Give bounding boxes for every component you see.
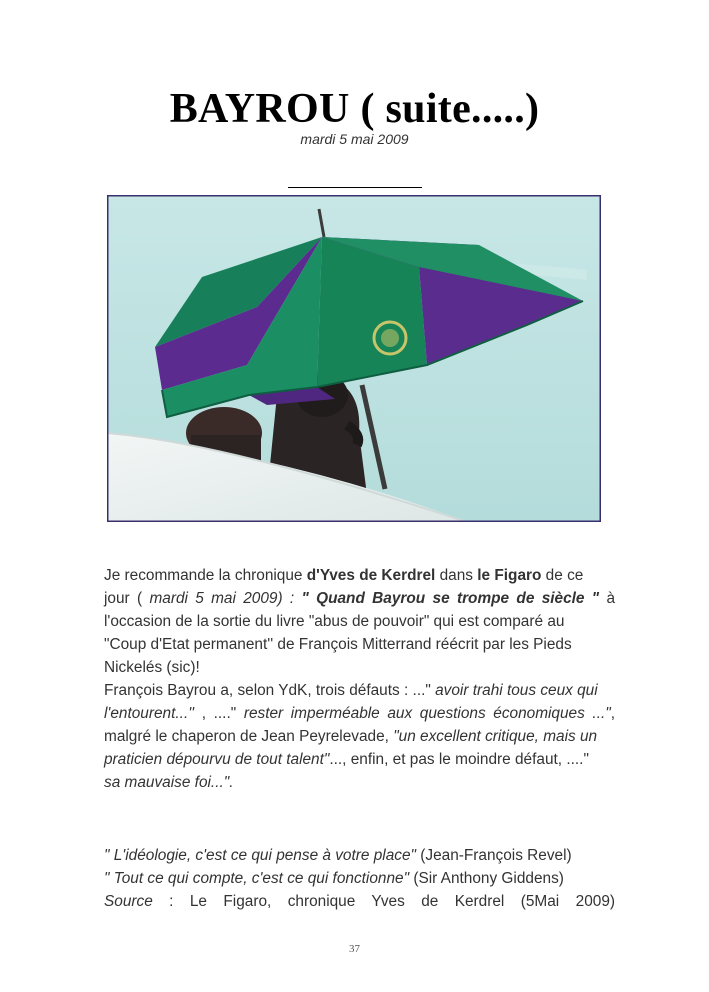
quote: " L'idéologie, c'est ce qui pense à votre place" bbox=[104, 847, 416, 864]
text: Je recommande la chronique bbox=[104, 567, 307, 584]
line bbox=[104, 725, 615, 748]
author-name: d'Yves de Kerdrel bbox=[306, 567, 436, 584]
date-ref: mardi 5 mai 2009) : bbox=[149, 590, 302, 607]
line: l'occasion de la sortie du livre "abus de pouvoir" qui est comparé au bbox=[104, 613, 565, 630]
line bbox=[104, 587, 615, 610]
quote: avoir trahi tous ceux qui bbox=[435, 682, 598, 699]
line bbox=[104, 702, 615, 725]
text: François Bayrou a, selon YdK, trois défauts : ..." bbox=[104, 682, 436, 699]
umbrella-photo bbox=[107, 195, 601, 522]
quotes-block bbox=[104, 844, 615, 913]
text: dans bbox=[435, 567, 478, 584]
page-number: 37 bbox=[349, 943, 360, 955]
text: malgré le chaperon de Jean Peyrelevade, bbox=[104, 728, 394, 745]
line: "Coup d'Etat permanent'' de François Mitterrand réécrit par les Pieds bbox=[104, 636, 572, 653]
line bbox=[104, 679, 615, 702]
chronicle-title: " Quand Bayrou se trompe de siècle " bbox=[301, 590, 600, 607]
article-paragraph-1 bbox=[104, 564, 615, 679]
line: Nickelés (sic)! bbox=[104, 659, 200, 676]
quote: " Tout ce qui compte, c'est ce qui fonctionne" bbox=[104, 870, 410, 887]
quote: l'entourent...'' bbox=[104, 705, 195, 722]
text: de ce bbox=[541, 567, 584, 584]
text: à bbox=[606, 590, 615, 607]
line bbox=[104, 748, 615, 771]
quote-line bbox=[104, 844, 615, 867]
quote-author: (Sir Anthony Giddens) bbox=[409, 870, 564, 887]
quote: sa mauvaise foi...". bbox=[104, 774, 234, 791]
article-paragraph-2 bbox=[104, 679, 615, 794]
quote-author: (Jean-François Revel) bbox=[415, 847, 572, 864]
source-text: : Le Figaro, chronique Yves de Kerdrel (5Mai 2009) bbox=[152, 893, 615, 910]
quote: "un excellent critique, mais un bbox=[393, 728, 598, 745]
newspaper-name: le Figaro bbox=[477, 567, 542, 584]
text: , ...." bbox=[201, 705, 244, 722]
text: jour ( bbox=[104, 590, 143, 607]
quote: praticien dépourvu de tout talent" bbox=[104, 751, 330, 768]
text: ..., enfin, et pas le moindre défaut, ...." bbox=[329, 751, 589, 768]
quote-line bbox=[104, 867, 615, 890]
line bbox=[104, 771, 615, 794]
text: , bbox=[610, 705, 615, 722]
divider-rule bbox=[288, 187, 422, 188]
page-title: BAYROU ( suite.....) bbox=[169, 86, 540, 132]
line bbox=[104, 564, 615, 587]
source-line bbox=[104, 890, 615, 913]
post-date: mardi 5 mai 2009 bbox=[300, 131, 409, 147]
quote: rester imperméable aux questions économiques ..." bbox=[243, 705, 611, 722]
source-label: Source bbox=[104, 893, 153, 910]
